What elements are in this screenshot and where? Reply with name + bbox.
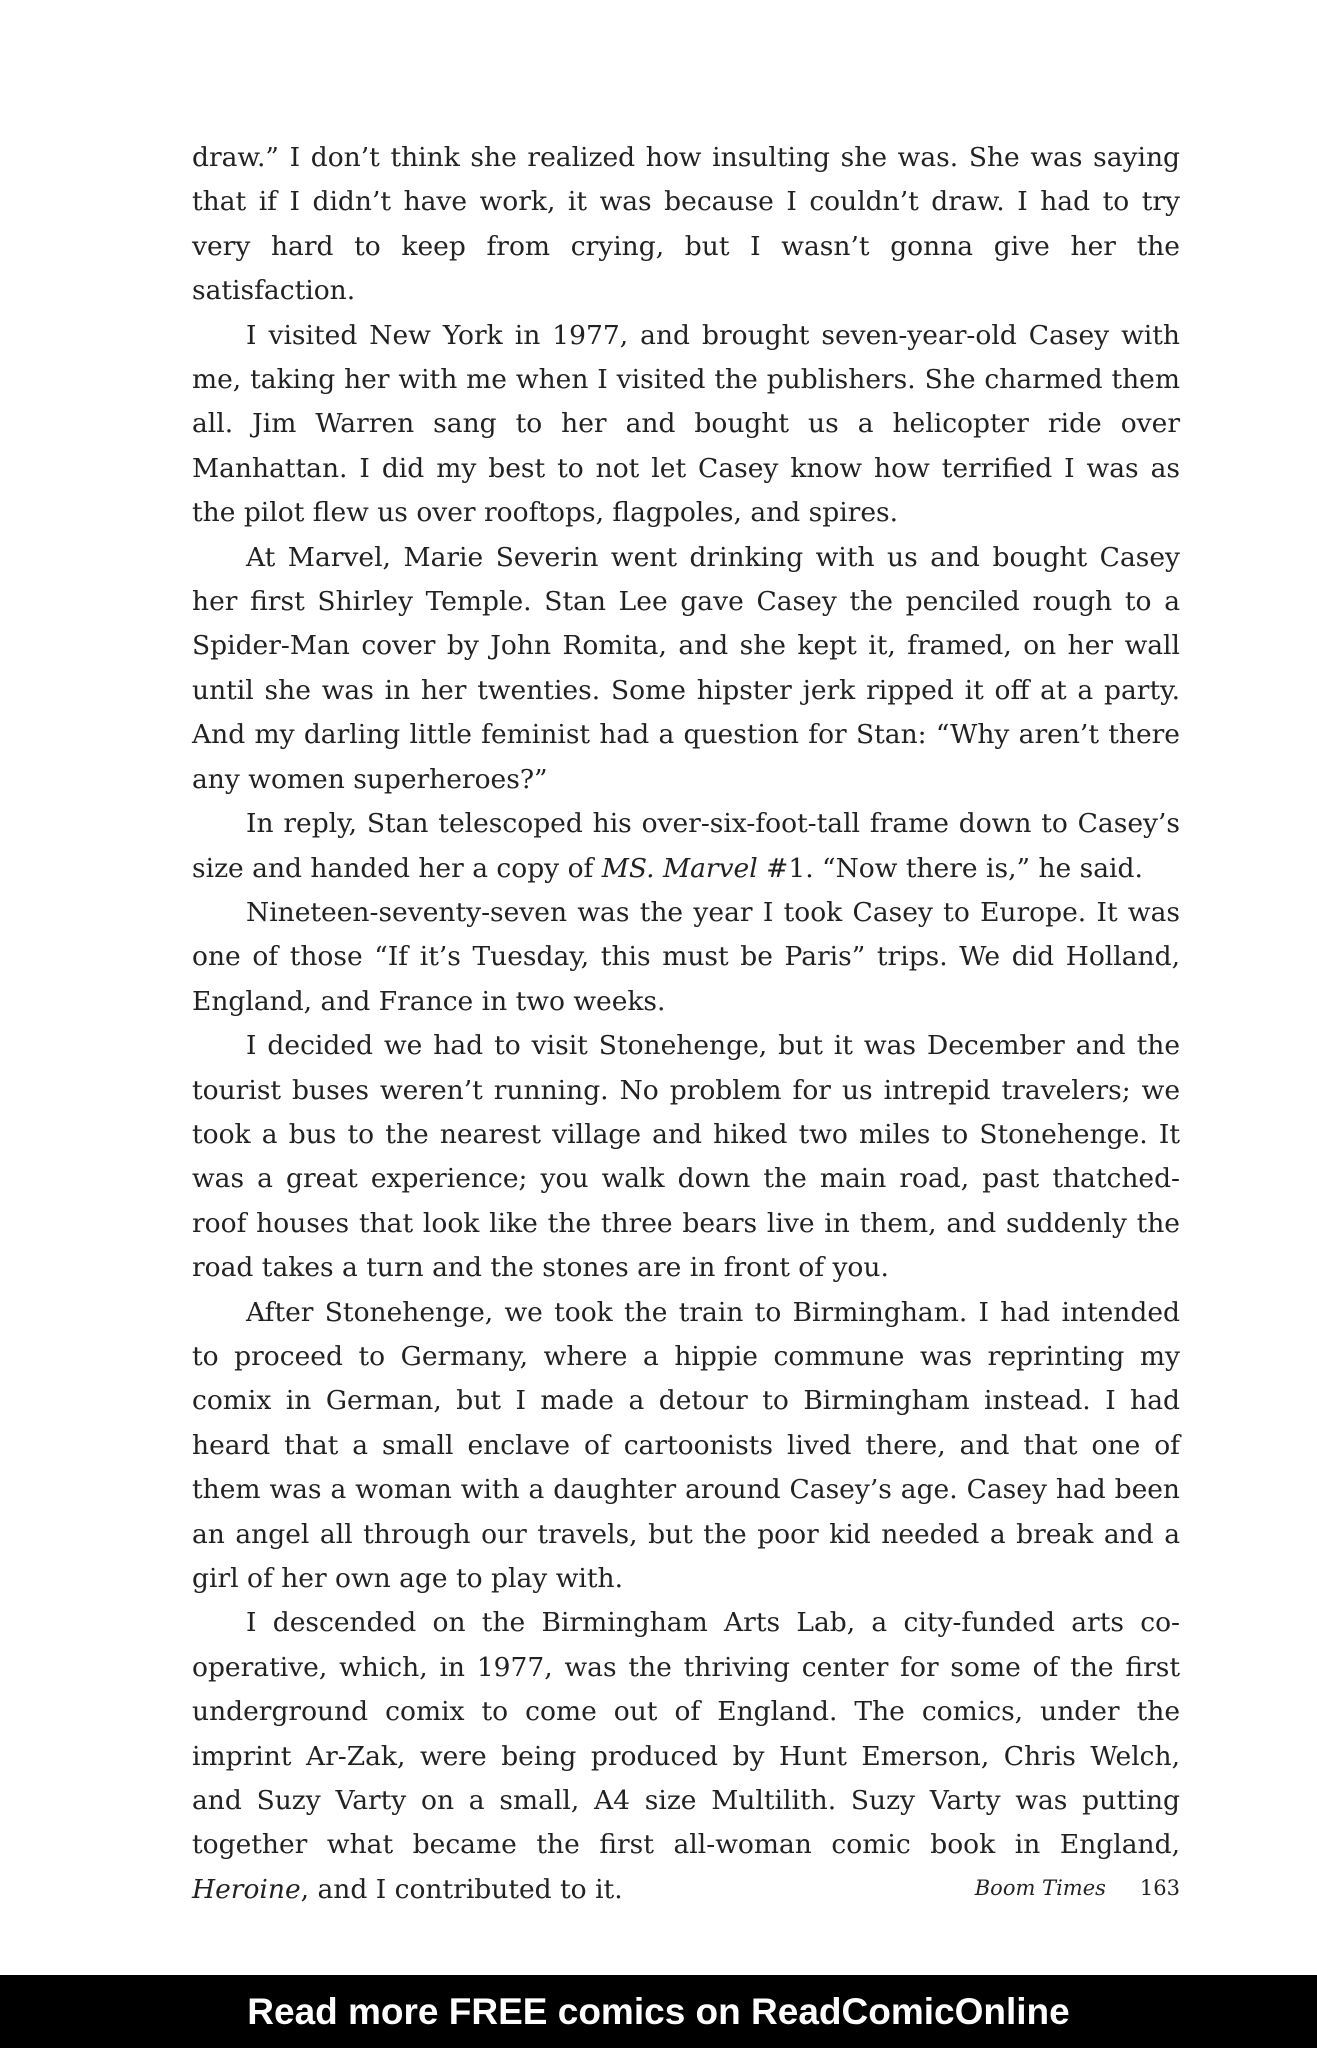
- running-head: Boom Times: [974, 1876, 1106, 1900]
- paragraph-6-text: I decided we had to visit Stonehenge, but it was December and the tourist buses weren’t running. No problem for us intrepid travelers; we took a bus to the nearest village and hiked two miles to Stonehenge. It was a great experience; you walk down the main road, past thatched-roof houses that look like the three bears live in them, and suddenly the road takes a turn and the stones are in front of you.: [192, 1030, 1180, 1284]
- paragraph-7-text: After Stonehenge, we took the train to Birmingham. I had intended to proceed to Germany, where a hippie commune was reprinting my comix in German, but I made a detour to Birmingham instead. I had heard that a small enclave of cartoonists lived there, and that one of them was a woman with a daughter around Casey’s age. Casey had been an angel all through our travels, but the poor kid needed a break and a girl of her own age to play with.: [192, 1296, 1180, 1594]
- promo-banner[interactable]: [0, 1975, 1317, 2048]
- paragraph-4-text-after: #1. “Now there is,” he said.: [757, 852, 1143, 884]
- paragraph-5: [192, 891, 1180, 1024]
- body-text: [192, 136, 1180, 1912]
- paragraph-3-text: At Marvel, Marie Severin went drinking with us and bought Casey her first Shirley Temple. Stan Lee gave Casey the penciled rough to a Spider-Man cover by John Romita, and she kept it, framed, on her wall until she was in her twenties. Some hipster jerk ripped it off at a party. And my darling little feminist had a question for Stan: “Why aren’t there any women superheroes?”: [192, 541, 1180, 795]
- paragraph-4: [192, 802, 1180, 891]
- paragraph-1: [192, 136, 1180, 314]
- paragraph-4-text-before: In reply, Stan telescoped his over-six-foot-tall frame down to Casey’s size and handed her a copy of: [192, 808, 1180, 884]
- paragraph-6: [192, 1024, 1180, 1290]
- paragraph-8-text-after: , and I contributed to it.: [300, 1873, 623, 1905]
- promo-banner-text: Read more FREE comics on ReadComicOnline: [247, 1991, 1070, 2032]
- page-footer: [975, 1872, 1180, 1904]
- paragraph-7: [192, 1291, 1180, 1602]
- paragraph-5-text: Nineteen-seventy-seven was the year I took Casey to Europe. It was one of those “If it’s Tuesday, this must be Paris” trips. We did Holland, England, and France in two weeks.: [192, 896, 1180, 1017]
- page-number: 163: [1139, 1876, 1180, 1900]
- paragraph-8-text-before: I descended on the Birmingham Arts Lab, a city-funded arts co-operative, which, in 1977, was the thriving center for some of the first underground comix to come out of England. The comics, under the imprint Ar-Zak, were being produced by Hunt Emerson, Chris Welch, and Suzy Varty on a small, A4 size Multilith. Suzy Varty was putting together what became the first all-woman comic book in England,: [192, 1607, 1180, 1861]
- paragraph-2-text: I visited New York in 1977, and brought seven-year-old Casey with me, taking her with me when I visited the publishers. She charmed them all. Jim Warren sang to her and bought us a helicopter ride over Manhattan. I did my best to not let Casey know how terrified I was as the pilot flew us over rooftops, flagpoles, and spires.: [192, 319, 1180, 529]
- paragraph-3: [192, 536, 1180, 802]
- ms-marvel-title: MS. Marvel: [601, 852, 758, 884]
- paragraph-1-text: draw.” I don’t think she realized how insulting she was. She was saying that if I didn’t have work, it was because I couldn’t draw. I had to try very hard to keep from crying, but I wasn’t gonna give her the satisfaction.: [192, 142, 1180, 307]
- paragraph-8: [192, 1601, 1180, 1912]
- paragraph-2: [192, 314, 1180, 536]
- heroine-title: Heroine: [192, 1873, 301, 1905]
